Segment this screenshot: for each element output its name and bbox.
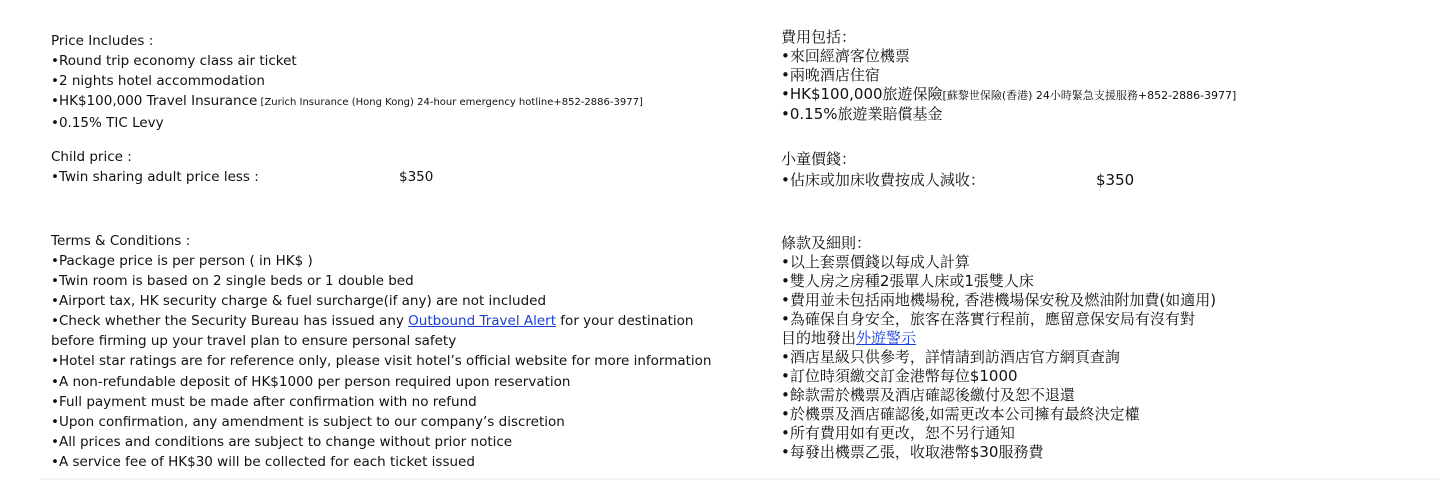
zh-terms-heading: 條款及細則： — [781, 234, 872, 252]
price-includes-item: •0.15% TIC Levy — [51, 115, 164, 132]
zh-child-price-section — [781, 149, 1135, 190]
zh-insurance-label: •HK$100,000旅遊保險 — [781, 85, 943, 103]
insurance-label: •HK$100,000 Travel Insurance — [51, 93, 258, 110]
zh-terms-item: •費用並未包括兩地機場稅, 香港機場保安稅及燃油附加費(如適用) — [781, 291, 1217, 309]
zh-terms-item: •雙人房之房種2張單人床或1張雙人床 — [781, 272, 1034, 290]
price-includes-section — [51, 31, 643, 133]
terms-item: •Twin room is based on 2 single beds or 1 double bed — [51, 273, 414, 290]
zh-child-price-amount: $350 — [1096, 171, 1135, 189]
terms-item: •A service fee of HK$30 will be collected for each ticket issued — [51, 453, 475, 470]
terms-heading: Terms & Conditions : — [51, 233, 191, 249]
zh-insurance-note: [蘇黎世保險(香港) 24小時緊急支援服務+852-2886-3977] — [942, 89, 1237, 102]
terms-item: •A non-refundable deposit of HK$1000 per person required upon reservation — [51, 373, 571, 390]
price-includes-item: •2 nights hotel accommodation — [51, 73, 265, 90]
child-price-row — [51, 167, 434, 187]
zh-child-price-row — [781, 171, 1135, 190]
price-includes-heading: Price Includes : — [51, 33, 154, 49]
child-price-amount: $350 — [399, 169, 434, 185]
terms-item: •Package price is per person ( in HK$ ) — [51, 253, 313, 269]
insurance-note: [Zurich Insurance (Hong Kong) 24-hour emergency hotline+852-2886-3977] — [257, 97, 643, 109]
zh-price-includes-item — [781, 85, 1236, 105]
zh-terms-item: •餘款需於機票及酒店確認後繳付及恕不退還 — [781, 386, 1075, 404]
bottom-divider — [40, 478, 1440, 480]
child-price-label: •Twin sharing adult price less : — [51, 169, 259, 185]
zh-price-includes-section — [781, 27, 1236, 124]
zh-price-includes-item: •兩晚酒店住宿 — [781, 66, 880, 84]
zh-price-includes-item: •0.15%旅遊業賠償基金 — [781, 105, 943, 123]
zh-terms-item: •每發出機票乙張，收取港幣$30服務費 — [781, 443, 1044, 461]
terms-section — [51, 231, 711, 472]
zh-child-price-heading: 小童價錢： — [781, 150, 857, 168]
zh-terms-item: •於機票及酒店確認後,如需更改本公司擁有最終決定權 — [781, 405, 1140, 423]
zh-terms-item: •為確保自身安全，旅客在落實行程前，應留意保安局有沒有對 — [781, 310, 1195, 328]
terms-item: •Full payment must be made after confirmation with no refund — [51, 393, 477, 410]
terms-item: •Hotel star ratings are for reference only, please visit hotel’s official website for more information — [51, 353, 712, 370]
zh-terms-item: •所有費用如有更改，恕不另行通知 — [781, 424, 1015, 442]
child-price-heading: Child price : — [51, 149, 132, 165]
zh-price-includes-item: •來回經濟客位機票 — [781, 47, 910, 65]
zh-alert-prefix: 目的地發出 — [781, 329, 857, 347]
zh-terms-item: •以上套票價錢以每成人計算 — [781, 253, 970, 271]
zh-child-price-label: •佔床或加床收費按成人減收： — [781, 171, 985, 189]
terms-item: •Upon confirmation, any amendment is subject to our company’s discretion — [51, 413, 565, 430]
zh-terms-item — [781, 329, 1216, 348]
outbound-travel-alert-link[interactable]: Outbound Travel Alert — [408, 313, 557, 330]
terms-item — [51, 311, 711, 331]
zh-terms-section — [781, 233, 1216, 462]
alert-suffix: for your destination — [556, 313, 694, 330]
zh-price-includes-heading: 費用包括： — [781, 28, 857, 46]
zh-terms-item: •酒店星級只供參考，詳情請到訪酒店官方網頁查詢 — [781, 348, 1120, 366]
price-includes-item: •Round trip economy class air ticket — [51, 53, 297, 69]
child-price-section — [51, 147, 434, 187]
alert-prefix: •Check whether the Security Bureau has issued any — [51, 313, 409, 330]
zh-outbound-travel-alert-link[interactable]: 外遊警示 — [856, 329, 917, 347]
zh-terms-item: •訂位時須繳交訂金港幣每位$1000 — [781, 367, 1018, 385]
terms-item: •Airport tax, HK security charge & fuel surcharge(if any) are not included — [51, 293, 547, 310]
terms-item: •All prices and conditions are subject to change without prior notice — [51, 433, 513, 450]
price-includes-item — [51, 91, 643, 113]
terms-item: before firming up your travel plan to ensure personal safety — [51, 333, 457, 350]
